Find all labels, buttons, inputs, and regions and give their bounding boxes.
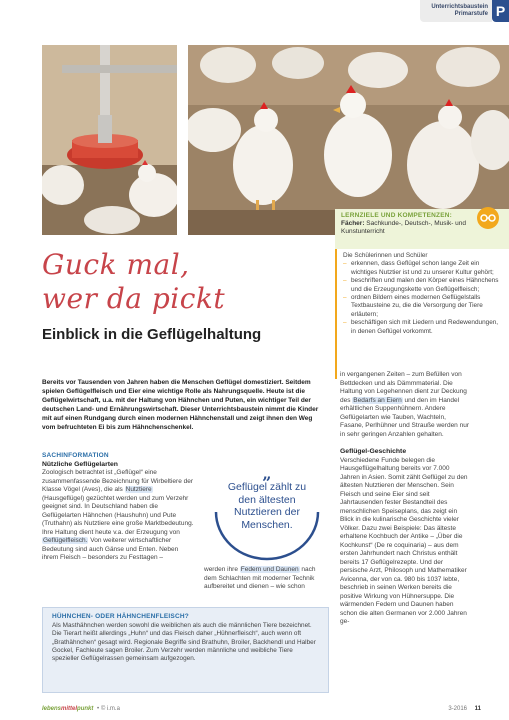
body-text: nach dem Schlachten mit moderner Technik aufbereitet und dienen – wie schon: [204, 566, 316, 590]
pull-quote: [204, 462, 330, 562]
page-title-line2: wer da pickt: [42, 282, 226, 315]
column-1: [42, 452, 195, 563]
brand-logo: [42, 706, 93, 712]
learning-goal-item: – beschriften und malen den Körper eines Hähnchens und die Erzeugungskette von Geflügelfleisch;: [343, 277, 503, 294]
brand-part: lebens: [42, 706, 62, 712]
body-text: und den im Handel erhältlichen Suppenhühnern. Andere Geflügelarten wie Tauben, Wachteln, Fasane, Perlhühner und Strauße werden nur in sehr geringen Anzahlen gehalten.: [340, 396, 469, 438]
learning-goal-item: – ordnen Bildern eines modernen Geflügelstalls Textbausteine zu, die die Versorgung der Tiere erläutern;: [343, 294, 503, 319]
glasses-icon: [477, 207, 499, 229]
highlight-term: Federn und Daunen: [240, 566, 299, 573]
column-3: [340, 371, 470, 627]
learning-goal-item: – beschäftigen sich mit Liedern und Redewendungen, in denen Geflügel vorkommt.: [343, 319, 503, 336]
chickens-photo: [188, 45, 509, 235]
primary-level-tab: P: [492, 0, 509, 22]
page-footer: [42, 706, 509, 716]
body-paragraph: [340, 371, 470, 439]
body-paragraph: [204, 566, 329, 592]
body-text: Zoologisch betrachtet ist „Geflügel“ eine zusammenfassende Bezeichnung für Wirbeltiere der Klasse Vögel (Aves), die als: [42, 469, 194, 493]
feeder-photo: [42, 45, 177, 235]
section-label: SACHINFORMATION: [42, 452, 109, 459]
body-text: werden ihre: [204, 566, 238, 573]
page-number: 11: [474, 706, 481, 712]
learning-goals-intro: Die Schülerinnen und Schüler: [343, 252, 428, 259]
brand-part: punkt: [77, 706, 94, 712]
body-text: in vergangenen Zeiten – zum Befüllen von Bettdecken und als Dämmmaterial. Die Haltung von Legehennen dient zur Deckung des: [340, 371, 467, 404]
issue-date: 3-2016: [448, 706, 467, 712]
subjects-text: Sachkunde-, Deutsch-, Musik- und Kunstunterricht: [341, 220, 467, 235]
highlight-term: Geflügelfleisch.: [43, 537, 88, 544]
pull-quote-body: Geflügel zählt zu den ältesten Nutztieren der Menschen.: [227, 481, 307, 531]
learning-goals-heading: LERNZIELE UND KOMPETENZEN:: [341, 212, 453, 219]
pull-quote-text: [218, 481, 316, 531]
quote-mark-icon: „: [262, 464, 272, 483]
body-paragraph: Verschiedene Funde belegen die Hausgeflügelhaltung bereits vor 7.000 Jahren in Asien. Somit zählt Geflügel zu den ältesten Nutztieren der Menschen. Sein Fleisch und seine Eier sind seit Jahrtausenden fester Bestandteil des menschlichen Speiseplans, das zeigt ein Blick in die kulinarische Geschichte vieler Völker. Dazu zwei Beispiele: Das älteste erhaltene Kochbuch der Antike – „Über die Kochkunst“ (De re coquinaria) – aus dem ersten Jahrhundert nach Christus enthält bereits 17 Geflügelrezepte. Und der persische Arzt, Philosoph und Mathematiker Avicenna, der von ca. 980 bis 1037 lebte, beschrieb in seinen Werken bereits die positive Wirkung von Hühnersuppe. Die wärmenden Federn und Daunen haben schon die alten Germanen vor 2.000 Jahren ge-: [340, 456, 468, 625]
info-box-text: Als Masthähnchen werden sowohl die weiblichen als auch die männlichen Tiere bezeichnet. Die Tierart heißt allerdings „Huhn“ und das Fleisch daher „Hühnerfleisch“, auch wenn oft „Brathähnchen“ gesagt wird. Regionale Begriffe sind Brathuhn, Broiler, Backhendl und Halber Gockel, Fachleute sagen Broiler. Zum Verzehr werden männliche und weibliche Tiere spezieller Geflügelrassen gemeinsam aufgezogen.: [52, 622, 316, 663]
column-2: [204, 566, 329, 592]
highlight-term: Bedarfs an Eiern: [353, 396, 402, 404]
highlight-term: Nutztiere: [125, 486, 152, 493]
brand-part: mittel: [61, 706, 78, 712]
learning-goal-item: – erkennen, dass Geflügel schon lange Zeit ein wichtiges Nutztier ist und zu unserer Kultur gehört;: [343, 260, 503, 277]
module-tag-line2: Primarstufe: [454, 11, 488, 17]
page-title-line1: Guck mal,: [42, 248, 190, 281]
intro-paragraph: Bereits vor Tausenden von Jahren haben die Menschen Geflügel domestiziert. Seitdem spielen Geflügelfleisch und Eier eine wichtige Rolle als Nahrungsquelle. Heute ist die Geflügelwirtschaft, u.a. mit der Haltung von Hähnchen und Puten, ein wichtiger Teil der deutschen Land- und Ernährungswirtschaft. Dieser Unterrichtsbaustein nimmt die Kinder mit auf einen Rundgang durch einen modernen Hähnchenstall und zeigt ihnen den Weg vom befruchteten Ei bis zum Hähnchenschenkel.: [42, 379, 319, 431]
page-subtitle: Einblick in die Geflügelhaltung: [42, 326, 262, 343]
info-box-heading: HÜHNCHEN- ODER HÄHNCHENFLEISCH?: [52, 613, 189, 620]
info-box: [42, 607, 329, 693]
section-heading: Nützliche Geflügelarten: [42, 460, 118, 468]
module-tag: [420, 0, 492, 22]
copyright: • © i.m.a: [97, 706, 120, 712]
body-text: Von weiterer wirtschaftlicher Bedeutung sind auch Gänse und Enten. Neben ihrem Fleisch – besonders zu Festtagen –: [42, 537, 179, 561]
learning-goals-list: [335, 249, 509, 379]
module-tag-line1: Unterrichtsbaustein: [431, 4, 488, 10]
body-paragraph: [42, 469, 195, 563]
subjects-label: Fächer:: [341, 220, 365, 227]
section-heading: Geflügel-Geschichte: [340, 448, 407, 455]
body-text: (Hausgeflügel) gezüchtet werden und zum Verzehr geeignet sind. In Deutschland haben die Geflügelarten Hähnchen (Haushuhn) und Pute (Truthahn) als Nutztiere eine große Marktbedeutung. Ihre Haltung dient heute v.a. der Erzeugung von: [42, 494, 194, 536]
